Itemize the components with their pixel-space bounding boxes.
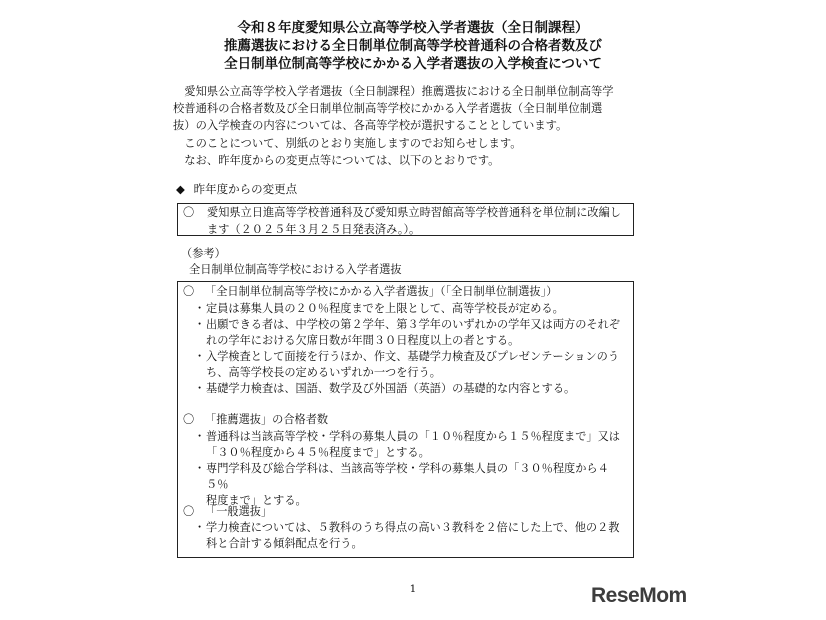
list-item-text: 専門学科及び総合学科は、当該高等学校・学科の募集人員の「３０％程度から４５％ 程度まで」とする。 bbox=[206, 462, 609, 508]
group-heading: 「推薦選抜」の合格者数 bbox=[205, 413, 329, 426]
group-heading: 「全日制単位制高等学校にかかる入学者選抜」（「全日制単位制選抜」） bbox=[205, 285, 558, 298]
group-heading: 「一般選抜」 bbox=[205, 505, 273, 518]
intro-paragraph-2: このことについて、別紙のとおり実施しますのでお知らせします。 bbox=[173, 136, 522, 150]
list-item-text: 出願できる者は、中学校の第２学年、第３学年のいずれかの学年又は両方のそれぞ れの学年における欠席日数が年間３０日程度以上の者とする。 bbox=[206, 318, 620, 348]
dot-bullet-icon: ・ bbox=[194, 302, 206, 315]
intro-paragraph-1: 愛知県公立高等学校入学者選抜（全日制課程）推薦選抜における全日制単位制高等学 校普通科の合格者数及び全日制単位制高等学校にかかる入学者選抜（全日制単位制選 抜）の入学検査の内容については、各高等学校が選択することとしています。 bbox=[173, 85, 614, 133]
dot-bullet-icon: ・ bbox=[194, 318, 206, 331]
document-title bbox=[0, 19, 826, 73]
circle-bullet-icon: 〇 bbox=[183, 206, 195, 219]
title-line-1: 令和８年度愛知県公立高等学校入学者選抜（全日制課程） bbox=[237, 20, 589, 36]
dot-bullet-icon: ・ bbox=[194, 462, 206, 475]
list-item-text: 学力検査については、５教科のうち得点の高い３教科を２倍にした上で、他の２教 科と合計する傾斜配点を行う。 bbox=[206, 521, 620, 551]
intro-paragraph-3: なお、昨年度からの変更点等については、以下のとおりです。 bbox=[173, 153, 500, 167]
circle-bullet-icon: 〇 bbox=[183, 413, 195, 426]
reference-title: 全日制単位制高等学校における入学者選抜 bbox=[189, 263, 402, 276]
dot-bullet-icon: ・ bbox=[194, 350, 206, 363]
dot-bullet-icon: ・ bbox=[194, 382, 206, 395]
changes-heading-text: 昨年度からの変更点 bbox=[193, 182, 298, 196]
title-line-2: 推薦選抜における全日制単位制高等学校普通科の合格者数及び bbox=[224, 38, 602, 54]
changes-heading bbox=[176, 181, 297, 197]
circle-bullet-icon: 〇 bbox=[183, 505, 195, 518]
reference-box bbox=[177, 281, 634, 558]
page-number: 1 bbox=[409, 583, 417, 595]
intro-text bbox=[173, 83, 643, 169]
circle-bullet-icon: 〇 bbox=[183, 285, 195, 298]
logo-text-rese: Rese bbox=[591, 584, 640, 607]
dot-bullet-icon: ・ bbox=[194, 430, 206, 443]
list-item-text: 入学検査として面接を行うほか、作文、基礎学力検査及びプレゼンテーションのう ち、高等学校長の定めるいずれか一つを行う。 bbox=[206, 350, 620, 380]
list-item-text: 基礎学力検査は、国語、数学及び外国語（英語）の基礎的な内容とする。 bbox=[206, 382, 576, 395]
reference-label: （参考） bbox=[181, 247, 226, 260]
resemom-logo bbox=[591, 584, 687, 614]
logo-text-mom: Mom bbox=[639, 584, 687, 607]
list-item-text: 定員は募集人員の２０％程度までを上限として、高等学校長が定める。 bbox=[206, 302, 564, 315]
title-line-3: 全日制単位制高等学校にかかる入学者選抜の入学検査について bbox=[224, 56, 602, 72]
list-item-text: 普通科は当該高等学校・学科の募集人員の「１０％程度から１５％程度まで」又は 「３０％程度から４５％程度まで」とする。 bbox=[206, 430, 620, 460]
changes-box-text: 愛知県立日進高等学校普通科及び愛知県立時習館高等学校普通科を単位制に改編し ます（２０２５年３月２５日発表済み。）。 bbox=[207, 206, 621, 236]
diamond-bullet-icon: ◆ bbox=[176, 182, 185, 196]
dot-bullet-icon: ・ bbox=[194, 521, 206, 534]
changes-box bbox=[177, 203, 634, 236]
